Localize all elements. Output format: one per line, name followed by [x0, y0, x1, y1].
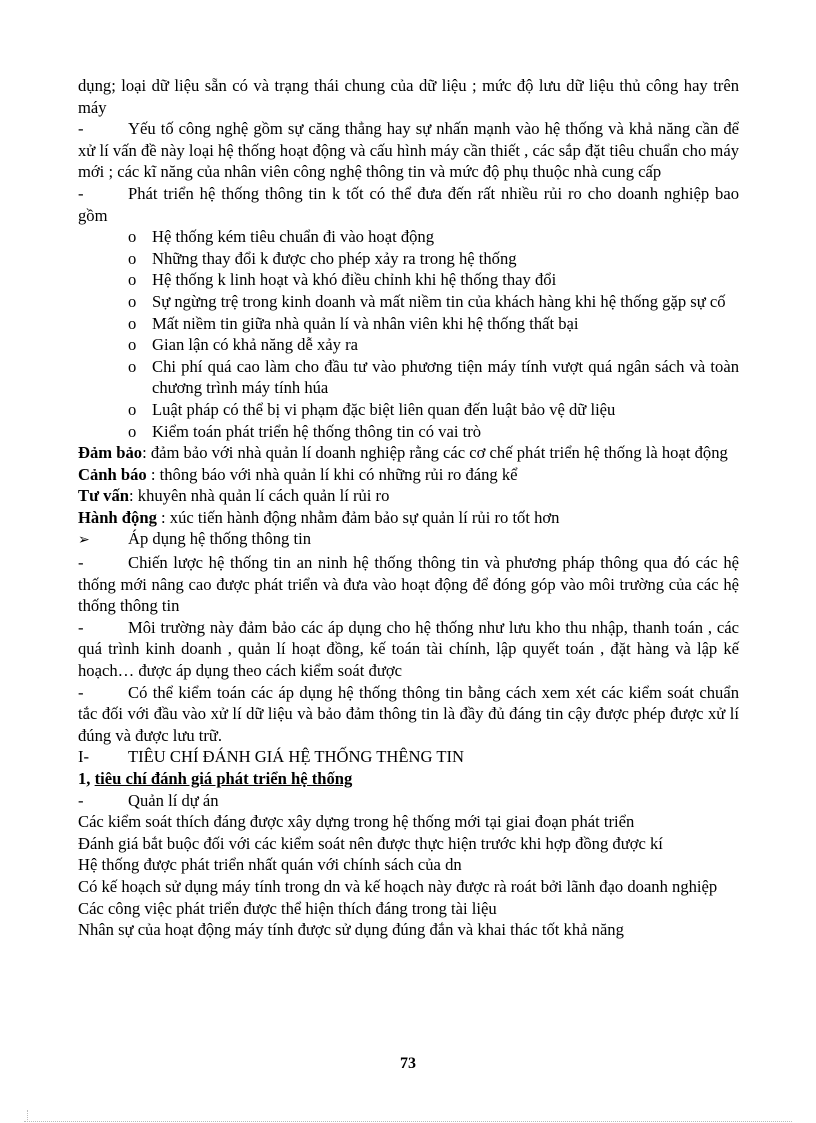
- list-item-text: Sự ngừng trệ trong kinh doanh và mất niềm tin của khách hàng khi hệ thống gặp sự cố: [152, 291, 726, 311]
- role-action: [78, 507, 739, 529]
- dash-marker: -: [78, 553, 84, 573]
- list-item-text: Luật pháp có thể bị vi phạm đặc biệt liên quan đến luật bảo vệ dữ liệu: [152, 399, 616, 419]
- item-text: Quản lí dự án: [128, 790, 219, 810]
- role-advice: [78, 485, 739, 507]
- role-warning: [78, 464, 739, 486]
- list-item: [78, 269, 739, 291]
- subsection-number: 1,: [78, 769, 91, 788]
- bullet-marker: o: [128, 421, 137, 441]
- role-label: Hành động: [78, 507, 157, 527]
- dash-marker: -: [78, 617, 84, 637]
- role-sep: :: [142, 443, 151, 463]
- subsection-heading: [78, 768, 739, 790]
- list-item: [78, 421, 739, 443]
- paragraph-text: Yếu tố công nghệ gồm sự căng thẳng hay sự nhấn mạnh vào hệ thống và khả năng cần để xử lí vấn đề này loại hệ thống hoạt động và cấu hình máy cần thiết , các sắp đặt tiêu chuẩn cho máy mới ; các kĩ năng của nhân viên công nghệ thông tin và mức độ phụ thuộc nhà cung cấp: [78, 119, 739, 182]
- risk-list: [78, 226, 739, 442]
- paragraph-risks-intro: [78, 183, 739, 226]
- list-item: [78, 226, 739, 248]
- paragraph-tech-factors: [78, 118, 739, 183]
- list-item: [78, 399, 739, 421]
- criteria-line: Có kế hoạch sử dụng máy tính trong dn và kế hoạch này được rà roát bởi lãnh đạo doanh nghiệp: [78, 876, 718, 896]
- section-apply-heading: [78, 528, 739, 552]
- dash-marker: -: [78, 183, 84, 203]
- list-item-text: Gian lận có khả năng dễ xảy ra: [152, 335, 358, 355]
- dash-marker: -: [78, 119, 84, 139]
- list-item-text: Mất niềm tin giữa nhà quản lí và nhân viên khi hệ thống thất bại: [152, 313, 579, 333]
- bullet-marker: o: [128, 291, 137, 311]
- bullet-marker: o: [128, 356, 137, 376]
- bullet-marker: o: [128, 313, 137, 333]
- bullet-marker: o: [128, 248, 137, 268]
- role-text: đảm bảo với nhà quản lí doanh nghiệp rằng các cơ chế phát triển hệ thống là hoạt động: [150, 443, 728, 463]
- bullet-marker: o: [128, 227, 137, 247]
- criteria-line: Đánh giá bắt buộc đối với các kiểm soát nên được thực hiện trước khi hợp đồng được kí: [78, 833, 663, 853]
- list-item: [78, 313, 739, 335]
- paragraph-text: Môi trường này đảm bảo các áp dụng cho hệ thống như lưu kho thu nhập, thanh toán , các quá trình kinh doanh , quản lí hoạt đồng, kế toán tài chính, lập quyết toán , đặt hàng và lập kế hoạch… được áp dụng theo cách kiểm soát được: [78, 617, 739, 681]
- page-content: [78, 75, 739, 941]
- role-sep: :: [146, 464, 160, 484]
- list-item-text: Những thay đổi k được cho phép xảy ra trong hệ thống: [152, 248, 517, 268]
- paragraph-environment: [78, 617, 739, 682]
- list-item: [78, 356, 739, 399]
- role-label: Tư vấn: [78, 486, 129, 506]
- list-item-text: Hệ thống k linh hoạt và khó điều chỉnh khi hệ thống thay đổi: [152, 270, 557, 290]
- paragraph-audit: [78, 682, 739, 747]
- role-assurance: [78, 442, 739, 464]
- paragraph-data-usage: dụng; loại dữ liệu sẵn có và trạng thái chung của dữ liệu ; mức độ lưu dữ liệu thủ công hay trên máy: [78, 76, 739, 117]
- roman-numeral: I-: [78, 747, 90, 767]
- bullet-marker: o: [128, 335, 137, 355]
- dash-marker: -: [78, 790, 84, 810]
- section-title: Áp dụng hệ thống thông tin: [128, 529, 311, 549]
- list-item-text: Hệ thống kém tiêu chuẩn đi vào hoạt động: [152, 227, 435, 247]
- page-bottom-rule: [24, 1121, 792, 1122]
- role-sep: :: [156, 507, 170, 527]
- criteria-line: Các công việc phát triển được thể hiện thích đáng trong tài liệu: [78, 898, 497, 918]
- arrow-bullet-icon: ➢: [78, 533, 90, 549]
- section-title: TIÊU CHÍ ĐÁNH GIÁ HỆ THỐNG THÊNG TIN: [128, 747, 464, 767]
- section-criteria-heading: [78, 746, 739, 768]
- paragraph-strategy: [78, 552, 739, 617]
- dash-marker: -: [78, 682, 84, 702]
- bullet-marker: o: [128, 270, 137, 290]
- role-text: xúc tiến hành động nhằm đảm bảo sự quản lí rủi ro tốt hơn: [169, 507, 560, 527]
- list-item: [78, 334, 739, 356]
- page-number: 73: [400, 1055, 416, 1072]
- list-item: [78, 248, 739, 270]
- project-management-item: [78, 790, 739, 812]
- criteria-line: Các kiểm soát thích đáng được xây dựng trong hệ thống mới tại giai đoạn phát triển: [78, 812, 635, 832]
- criteria-line: Hệ thống được phát triển nhất quán với chính sách của dn: [78, 855, 462, 875]
- list-item-text: Kiểm toán phát triển hệ thống thông tin có vai trò: [152, 421, 482, 441]
- role-sep: :: [129, 486, 138, 506]
- role-text: thông báo với nhà quản lí khi có những rủi ro đáng kể: [159, 464, 518, 484]
- criteria-line: Nhân sự của hoạt động máy tính được sử dụng đúng đắn và khai thác tốt khả năng: [78, 920, 624, 940]
- subsection-title: tiêu chí đánh giá phát triển hệ thống: [94, 769, 353, 788]
- paragraph-text: Có thể kiểm toán các áp dụng hệ thống thông tin bằng cách xem xét các kiểm soát chuẩn tắc đối với đầu vào xử lí dữ liệu và bảo đảm thông tin là đầy đủ đáng tin cậy được phép được xử lí đúng và được lưu trữ.: [78, 682, 739, 745]
- role-label: Đảm bảo: [78, 443, 143, 463]
- paragraph-text: Chiến lược hệ thống tin an ninh hệ thống thông tin và phương pháp thông qua đó các hệ thống mới nâng cao được phát triển và đưa vào hoạt động để đóng góp vào môi trường của các hệ thống thông tin: [78, 553, 739, 616]
- list-item-text: Chi phí quá cao làm cho đầu tư vào phương tiện máy tính vượt quá ngân sách và toàn chương trình máy tính húa: [152, 356, 739, 398]
- bullet-marker: o: [128, 399, 137, 419]
- paragraph-text: Phát triển hệ thống thông tin k tốt có thể đưa đến rất nhiều rủi ro cho doanh nghiệp bao gồm: [78, 183, 739, 225]
- role-text: khuyên nhà quản lí cách quản lí rủi ro: [137, 486, 390, 506]
- role-label: Cảnh báo: [78, 464, 147, 484]
- list-item: [78, 291, 739, 313]
